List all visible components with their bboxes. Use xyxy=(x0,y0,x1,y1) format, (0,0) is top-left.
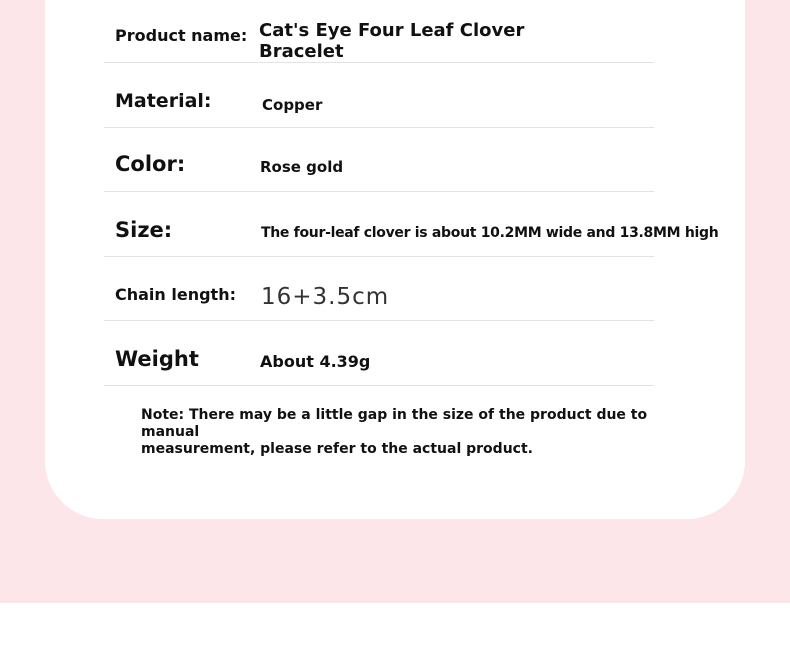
size-label: Size: xyxy=(115,218,173,242)
color-label: Color: xyxy=(115,152,186,176)
note-line-1: Note: There may be a little gap in the size of the product due to manual xyxy=(141,407,648,440)
chain-length-value: 16+3.5cm xyxy=(261,284,390,310)
product-name-label: Product name: xyxy=(115,26,248,45)
note-line-2: measurement, please refer to the actual product. xyxy=(141,441,533,457)
product-name-value-line1: Cat's Eye Four Leaf Clover xyxy=(259,20,525,41)
material-label: Material: xyxy=(115,90,212,112)
color-value: Rose gold xyxy=(260,158,344,176)
material-value: Copper xyxy=(262,96,323,114)
spec-row-color xyxy=(104,128,654,192)
measurement-note xyxy=(141,407,661,458)
spec-row-weight xyxy=(104,321,654,386)
weight-value: About 4.39g xyxy=(260,352,371,371)
spec-row-material xyxy=(104,63,654,128)
spec-row-product-name xyxy=(104,0,654,63)
weight-label: Weight xyxy=(115,347,199,371)
size-value: The four-leaf clover is about 10.2MM wide and 13.8MM high xyxy=(261,225,719,241)
product-name-value-line2: Bracelet xyxy=(259,41,344,62)
chain-length-label: Chain length: xyxy=(115,285,236,304)
spec-row-chain-length xyxy=(104,257,654,321)
spec-row-size xyxy=(104,192,719,257)
